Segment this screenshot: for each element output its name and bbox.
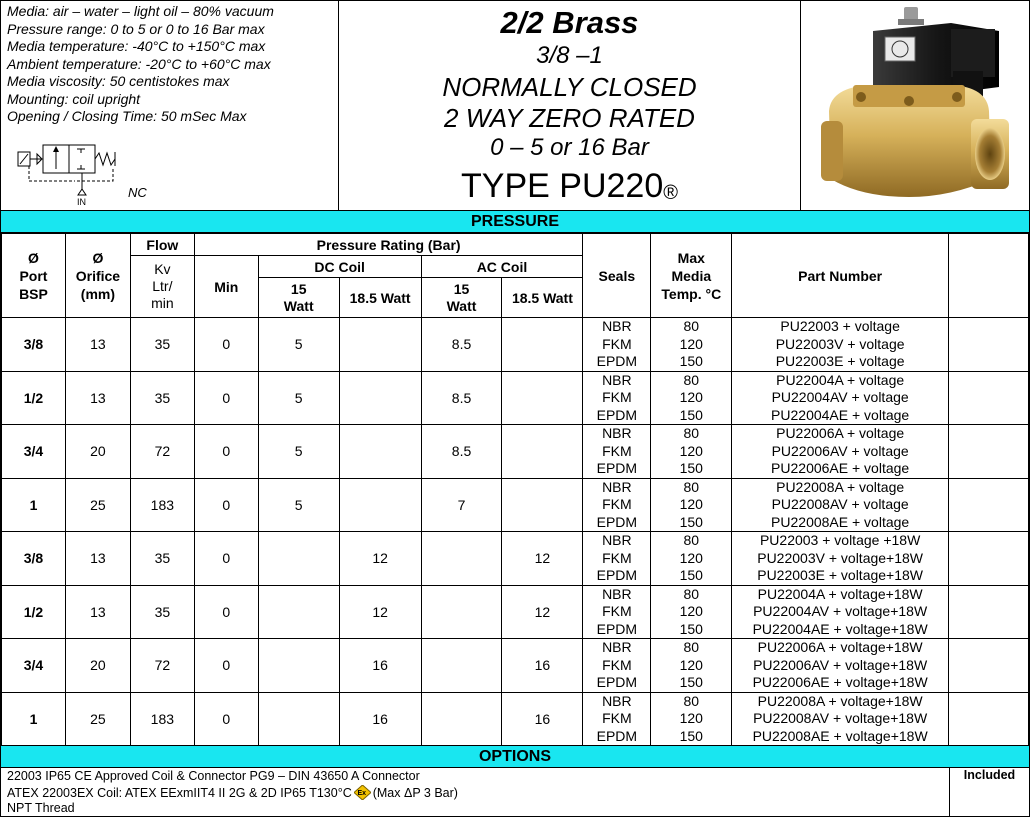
temp-line: 120	[679, 335, 703, 352]
cell-dc-15w: 5	[258, 318, 339, 372]
cell-ac-18-5w: 16	[502, 639, 583, 693]
cell-min: 0	[194, 371, 258, 425]
option-atex-pressure: (Max ΔP 3 Bar)	[372, 785, 458, 800]
seal-line: FKM	[602, 442, 632, 459]
valve-function: NORMALLY CLOSED	[442, 72, 697, 102]
cell-orifice: 13	[65, 585, 130, 639]
col-header-kv: Kv Ltr/ min	[130, 256, 194, 318]
cell-kv: 72	[130, 425, 194, 479]
col-header-dc-15w: 15 Watt	[258, 278, 339, 318]
part-number-line: PU22003V + voltage	[775, 335, 905, 352]
temp-line: 80	[683, 585, 700, 602]
cell-seals	[583, 478, 651, 532]
col-header-part-number: Part Number	[732, 234, 949, 318]
cell-dc-15w: 5	[258, 371, 339, 425]
part-number-line: PU22006A + voltage	[776, 425, 905, 441]
option-coil-connector: 22003 IP65 CE Approved Coil & Connector PG9 – DIN 43650 A Connector	[7, 769, 420, 783]
cell-dc-18-5w: 12	[339, 532, 421, 586]
cell-blank	[949, 478, 1029, 532]
col-header-ac-coil: AC Coil	[421, 256, 583, 278]
seal-line: EPDM	[596, 567, 638, 583]
cell-ac-18-5w: 16	[502, 692, 583, 746]
cell-kv: 183	[130, 692, 194, 746]
col-header-port: Ø Port BSP	[2, 234, 66, 318]
table-row	[2, 478, 1029, 532]
cell-port: 1	[2, 478, 66, 532]
cell-seals	[583, 639, 651, 693]
seal-line: EPDM	[596, 674, 638, 690]
options-section	[1, 768, 1029, 816]
options-list	[1, 768, 950, 816]
cell-ac-18-5w	[502, 371, 583, 425]
header-section	[1, 1, 1029, 211]
cell-dc-18-5w: 16	[339, 692, 421, 746]
cell-max-temp	[651, 532, 732, 586]
cell-kv: 35	[130, 532, 194, 586]
table-row	[2, 532, 1029, 586]
cell-seals	[583, 318, 651, 372]
seal-line: FKM	[602, 389, 632, 405]
cell-seals	[583, 371, 651, 425]
spec-item: Ambient temperature: -20°C to +60°C max	[7, 55, 271, 72]
part-number-line: PU22008AV + voltage+18W	[753, 710, 928, 726]
cell-ac-18-5w: 12	[502, 532, 583, 586]
size-range: 3/8 –1	[536, 42, 603, 69]
part-number-line: PU22008AE + voltage+18W	[752, 727, 928, 744]
part-number-line: PU22006AE + voltage	[771, 460, 910, 476]
part-number-line: PU22003E + voltage	[775, 353, 905, 369]
cell-dc-15w: 5	[258, 478, 339, 532]
part-number-line: PU22006A + voltage+18W	[757, 639, 923, 655]
temp-line: 120	[679, 549, 703, 566]
part-number-line: PU22004AE + voltage	[771, 406, 910, 423]
title-panel	[339, 1, 801, 210]
temp-line: 150	[679, 674, 703, 690]
svg-text:Ex: Ex	[357, 789, 366, 797]
cell-ac-15w	[421, 692, 502, 746]
part-number-line: PU22008A + voltage+18W	[757, 692, 923, 709]
model-type-text: TYPE PU220	[461, 167, 664, 205]
col-header-blank	[949, 234, 1029, 318]
col-header-ac-18-5w: 18.5 Watt	[502, 278, 583, 318]
cell-orifice: 20	[65, 639, 130, 693]
table-row	[2, 425, 1029, 479]
seal-line: EPDM	[596, 353, 638, 369]
part-number-line: PU22004AV + voltage+18W	[753, 603, 928, 619]
cell-seals	[583, 532, 651, 586]
spec-item: Mounting: coil upright	[7, 90, 141, 107]
temp-line: 80	[683, 532, 700, 548]
temp-line: 120	[679, 442, 703, 459]
seal-line: NBR	[602, 585, 632, 602]
temp-line: 150	[679, 460, 703, 476]
seal-line: NBR	[602, 639, 632, 655]
cell-seals	[583, 425, 651, 479]
cell-kv: 35	[130, 371, 194, 425]
cell-dc-15w: 5	[258, 425, 339, 479]
cell-min: 0	[194, 425, 258, 479]
specifications-panel	[1, 1, 339, 210]
part-number-line: PU22004A + voltage+18W	[757, 585, 923, 602]
temp-line: 80	[683, 318, 700, 334]
cell-ac-15w	[421, 639, 502, 693]
seal-line: NBR	[602, 532, 632, 548]
cell-max-temp	[651, 425, 732, 479]
cell-ac-15w: 8.5	[421, 371, 502, 425]
cell-dc-18-5w	[339, 478, 421, 532]
cell-ac-15w: 8.5	[421, 425, 502, 479]
part-number-line: PU22004A + voltage	[776, 371, 905, 388]
col-header-max-temp: Max Media Temp. °C	[651, 234, 732, 318]
seal-line: FKM	[602, 710, 632, 726]
cell-blank	[949, 585, 1029, 639]
seal-line: NBR	[602, 692, 632, 709]
spec-item: Media temperature: -40°C to +150°C max	[7, 38, 266, 54]
part-number-line: PU22004AV + voltage	[771, 389, 909, 405]
pressure-section-header: PRESSURE	[1, 211, 1029, 233]
cell-blank	[949, 425, 1029, 479]
part-number-line: PU22003 + voltage +18W	[759, 532, 921, 548]
temp-line: 150	[679, 727, 703, 744]
cell-ac-15w: 8.5	[421, 318, 502, 372]
col-header-ac-15w: 15 Watt	[421, 278, 502, 318]
normally-closed-label: NC	[128, 185, 147, 200]
options-section-header: OPTIONS	[1, 746, 1029, 768]
cell-part-number	[732, 425, 949, 479]
cell-ac-18-5w: 12	[502, 585, 583, 639]
cell-blank	[949, 692, 1029, 746]
cell-blank	[949, 371, 1029, 425]
temp-line: 150	[679, 513, 703, 530]
cell-dc-15w	[258, 692, 339, 746]
table-row	[2, 371, 1029, 425]
cell-seals	[583, 585, 651, 639]
temp-line: 150	[679, 567, 703, 583]
included-label: Included	[963, 768, 1016, 782]
seal-line: FKM	[602, 335, 632, 352]
valve-schematic-symbol	[15, 139, 125, 207]
part-number-line: PU22003E + voltage+18W	[757, 567, 924, 583]
cell-kv: 72	[130, 639, 194, 693]
cell-blank	[949, 639, 1029, 693]
temp-line: 80	[683, 692, 700, 709]
col-header-dc-18-5w: 18.5 Watt	[339, 278, 421, 318]
cell-ac-15w	[421, 585, 502, 639]
seal-line: EPDM	[596, 460, 638, 476]
cell-dc-18-5w: 12	[339, 585, 421, 639]
cell-blank	[949, 318, 1029, 372]
pressure-table	[1, 233, 1029, 746]
cell-orifice: 13	[65, 318, 130, 372]
atex-ex-icon	[354, 785, 371, 800]
part-number-line: PU22003V + voltage+18W	[757, 549, 924, 566]
seal-line: EPDM	[596, 513, 638, 530]
model-type	[339, 167, 800, 206]
cell-min: 0	[194, 639, 258, 693]
cell-dc-15w	[258, 639, 339, 693]
cell-orifice: 13	[65, 532, 130, 586]
cell-orifice: 25	[65, 692, 130, 746]
cell-max-temp	[651, 639, 732, 693]
temp-line: 120	[679, 603, 703, 619]
seal-line: FKM	[602, 496, 632, 512]
product-title: 2/2 Brass	[500, 5, 639, 40]
part-number-line: PU22008A + voltage	[776, 478, 905, 495]
cell-min: 0	[194, 318, 258, 372]
temp-line: 120	[679, 496, 703, 512]
part-number-line: PU22006AV + voltage+18W	[753, 656, 928, 673]
pressure-range: 0 – 5 or 16 Bar	[490, 134, 649, 161]
cell-seals	[583, 692, 651, 746]
cell-min: 0	[194, 692, 258, 746]
table-row	[2, 639, 1029, 693]
cell-ac-18-5w	[502, 318, 583, 372]
cell-part-number	[732, 371, 949, 425]
part-number-line: PU22003 + voltage	[780, 318, 900, 334]
product-image-panel	[801, 1, 1029, 210]
temp-line: 80	[683, 478, 700, 495]
registered-mark: ®	[663, 182, 678, 204]
table-row	[2, 318, 1029, 372]
schematic-in-label: IN	[77, 197, 86, 207]
seal-line: FKM	[602, 656, 632, 673]
cell-part-number	[732, 532, 949, 586]
temp-line: 150	[679, 620, 703, 637]
cell-orifice: 13	[65, 371, 130, 425]
cell-max-temp	[651, 478, 732, 532]
cell-max-temp	[651, 692, 732, 746]
col-header-seals: Seals	[583, 234, 651, 318]
cell-min: 0	[194, 585, 258, 639]
cell-port: 3/8	[2, 532, 66, 586]
cell-port: 3/8	[2, 318, 66, 372]
seal-line: NBR	[602, 478, 632, 495]
cell-kv: 35	[130, 318, 194, 372]
seal-line: NBR	[602, 425, 632, 441]
cell-max-temp	[651, 318, 732, 372]
cell-part-number	[732, 692, 949, 746]
cell-min: 0	[194, 532, 258, 586]
seal-line: NBR	[602, 318, 632, 334]
temp-line: 150	[679, 406, 703, 423]
cell-port: 3/4	[2, 639, 66, 693]
cell-port: 1/2	[2, 371, 66, 425]
cell-part-number	[732, 318, 949, 372]
temp-line: 120	[679, 389, 703, 405]
table-row	[2, 692, 1029, 746]
cell-orifice: 25	[65, 478, 130, 532]
cell-dc-18-5w	[339, 371, 421, 425]
cell-max-temp	[651, 585, 732, 639]
cell-part-number	[732, 639, 949, 693]
cell-dc-18-5w: 16	[339, 639, 421, 693]
spec-item: Media viscosity: 50 centistokes max	[7, 73, 230, 89]
spec-item: Media: air – water – light oil – 80% vacuum	[7, 3, 274, 19]
cell-kv: 183	[130, 478, 194, 532]
temp-line: 150	[679, 353, 703, 369]
seal-line: FKM	[602, 603, 632, 619]
cell-port: 1	[2, 692, 66, 746]
cell-part-number	[732, 478, 949, 532]
cell-part-number	[732, 585, 949, 639]
cell-dc-18-5w	[339, 318, 421, 372]
seal-line: EPDM	[596, 620, 638, 637]
cell-ac-15w: 7	[421, 478, 502, 532]
seal-line: NBR	[602, 371, 632, 388]
cell-orifice: 20	[65, 425, 130, 479]
col-header-orifice: Ø Orifice (mm)	[65, 234, 130, 318]
temp-line: 80	[683, 371, 700, 388]
part-number-line: PU22004AE + voltage+18W	[752, 620, 928, 637]
solenoid-valve-image	[801, 1, 1029, 210]
cell-dc-15w	[258, 585, 339, 639]
option-npt-thread: NPT Thread	[7, 801, 75, 815]
cell-blank	[949, 532, 1029, 586]
col-header-pressure-rating: Pressure Rating (Bar)	[194, 234, 583, 256]
spec-item: Opening / Closing Time: 50 mSec Max	[7, 108, 247, 124]
valve-type: 2 WAY ZERO RATED	[444, 103, 695, 133]
temp-line: 80	[683, 425, 700, 441]
part-number-line: PU22008AE + voltage	[771, 513, 910, 530]
cell-dc-15w	[258, 532, 339, 586]
temp-line: 120	[679, 656, 703, 673]
seal-line: EPDM	[596, 727, 638, 744]
cell-ac-15w	[421, 532, 502, 586]
part-number-line: PU22006AV + voltage	[771, 442, 909, 459]
spec-list	[7, 3, 274, 126]
cell-port: 1/2	[2, 585, 66, 639]
seal-line: EPDM	[596, 406, 638, 423]
cell-kv: 35	[130, 585, 194, 639]
cell-port: 3/4	[2, 425, 66, 479]
table-row	[2, 585, 1029, 639]
option-atex-coil	[7, 785, 458, 802]
seal-line: FKM	[602, 549, 632, 566]
spec-item: Pressure range: 0 to 5 or 0 to 16 Bar max	[7, 20, 265, 37]
col-header-min: Min	[194, 256, 258, 318]
part-number-line: PU22008AV + voltage	[771, 496, 909, 512]
cell-ac-18-5w	[502, 425, 583, 479]
temp-line: 120	[679, 710, 703, 726]
option-atex-text: ATEX 22003EX Coil: ATEX EExmIIT4 II 2G & 2D IP65 T130°C	[7, 785, 352, 800]
cell-min: 0	[194, 478, 258, 532]
cell-ac-18-5w	[502, 478, 583, 532]
col-header-flow: Flow	[130, 234, 194, 256]
col-header-dc-coil: DC Coil	[258, 256, 421, 278]
temp-line: 80	[683, 639, 700, 655]
cell-max-temp	[651, 371, 732, 425]
cell-dc-18-5w	[339, 425, 421, 479]
part-number-line: PU22006AE + voltage+18W	[752, 674, 928, 690]
